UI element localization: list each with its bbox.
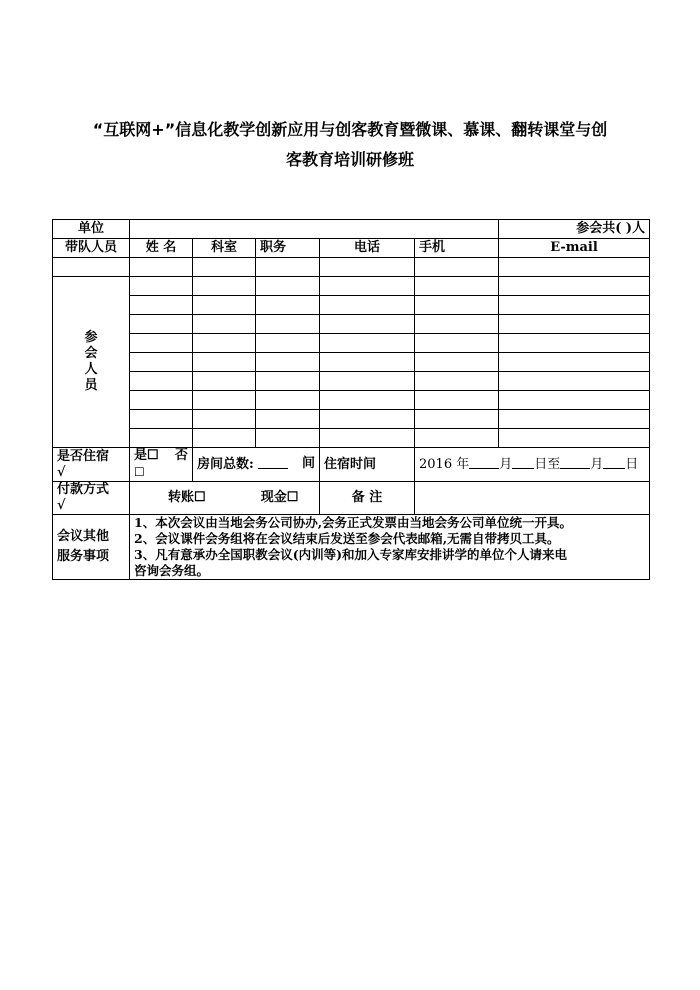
- input-cell[interactable]: [499, 429, 650, 448]
- input-cell[interactable]: [256, 277, 320, 296]
- col-mobile-header: 手机: [415, 239, 499, 258]
- input-cell[interactable]: [256, 429, 320, 448]
- input-cell[interactable]: [499, 315, 650, 334]
- input-cell[interactable]: [193, 372, 256, 391]
- participant-row: [53, 296, 650, 315]
- input-cell[interactable]: [256, 372, 320, 391]
- input-cell[interactable]: [320, 277, 415, 296]
- header-row: [53, 239, 650, 258]
- stay-time-label: 住宿时间: [320, 448, 415, 482]
- stay-month-1: 月: [499, 457, 513, 472]
- input-cell[interactable]: [499, 372, 650, 391]
- participants-label: [53, 277, 130, 448]
- input-cell[interactable]: [320, 391, 415, 410]
- input-cell[interactable]: [415, 391, 499, 410]
- input-cell[interactable]: [320, 296, 415, 315]
- pay-cash-checkbox[interactable]: 现金☐: [260, 490, 299, 505]
- stay-day-1: 日至: [534, 457, 561, 472]
- leader-row: [53, 258, 650, 277]
- services-row: [53, 515, 650, 580]
- month-blank[interactable]: [469, 456, 499, 469]
- input-cell[interactable]: [130, 353, 193, 372]
- input-cell[interactable]: [499, 410, 650, 429]
- input-cell[interactable]: [130, 315, 193, 334]
- input-cell[interactable]: [130, 372, 193, 391]
- check-mark: √: [57, 464, 66, 480]
- input-cell[interactable]: [256, 353, 320, 372]
- note-item: 1、本次会议由当地会务公司协办,会务正式发票由当地会务公司单位统一开具。: [134, 515, 573, 530]
- lodging-label: 是否住宿: [57, 448, 110, 464]
- input-cell[interactable]: [193, 277, 256, 296]
- payment-label: 付款方式: [57, 482, 110, 497]
- participant-row: [53, 353, 650, 372]
- input-cell[interactable]: [415, 410, 499, 429]
- stay-month-2: 月: [590, 457, 604, 472]
- remarks-label: 备 注: [320, 482, 415, 515]
- note-item: 2、会议课件会务组将在会议结束后发送至参会代表邮箱,无需自带拷贝工具。: [134, 531, 560, 546]
- leader-empty-cell: [53, 258, 130, 277]
- input-cell[interactable]: [415, 353, 499, 372]
- col-dept-header: 科室: [193, 239, 256, 258]
- rooms-cell[interactable]: [193, 448, 320, 482]
- input-cell[interactable]: [130, 429, 193, 448]
- participant-row: [53, 315, 650, 334]
- lodging-label-cell: [53, 448, 130, 482]
- input-cell[interactable]: [320, 372, 415, 391]
- form-title-line-1: “互联网+”信息化教学创新应用与创客教育暨微课、慕课、翻转课堂与创: [92, 120, 608, 139]
- input-cell[interactable]: [499, 296, 650, 315]
- input-cell[interactable]: [320, 334, 415, 353]
- unit-input-cell[interactable]: [130, 220, 499, 239]
- input-cell[interactable]: [193, 391, 256, 410]
- input-cell[interactable]: [320, 429, 415, 448]
- input-cell[interactable]: [320, 315, 415, 334]
- services-label-cell: [53, 515, 130, 580]
- input-cell[interactable]: [499, 258, 650, 277]
- lodging-yes-checkbox[interactable]: 是☐: [134, 448, 159, 463]
- input-cell[interactable]: [130, 334, 193, 353]
- unit-label: 单位: [53, 220, 130, 239]
- col-name-header: 姓 名: [130, 239, 193, 258]
- participants-label-char: 会: [84, 346, 98, 361]
- col-phone-header: 电话: [320, 239, 415, 258]
- check-mark: √: [57, 498, 66, 513]
- payment-options-cell: [130, 482, 320, 515]
- input-cell[interactable]: [415, 315, 499, 334]
- rooms-blank[interactable]: [258, 456, 288, 469]
- input-cell[interactable]: [193, 258, 256, 277]
- rooms-unit: 间: [301, 456, 315, 471]
- input-cell[interactable]: [256, 410, 320, 429]
- input-cell[interactable]: [130, 410, 193, 429]
- participant-row: [53, 391, 650, 410]
- input-cell[interactable]: [193, 334, 256, 353]
- participant-row: [53, 429, 650, 448]
- input-cell[interactable]: [256, 296, 320, 315]
- services-label-2: 服务事项: [57, 549, 110, 564]
- participant-row: [53, 372, 650, 391]
- input-cell[interactable]: [320, 258, 415, 277]
- input-cell[interactable]: [193, 353, 256, 372]
- month-blank[interactable]: [560, 456, 590, 469]
- services-notes: [130, 515, 650, 580]
- services-label-1: 会议其他: [57, 529, 110, 544]
- input-cell[interactable]: [415, 334, 499, 353]
- input-cell[interactable]: [415, 372, 499, 391]
- participant-row: [53, 410, 650, 429]
- input-cell[interactable]: [499, 353, 650, 372]
- stay-year: 2016 年: [419, 457, 470, 472]
- input-cell[interactable]: [499, 277, 650, 296]
- unit-row: [53, 220, 650, 239]
- participants-label-char: 员: [84, 378, 98, 393]
- input-cell[interactable]: [415, 258, 499, 277]
- remarks-input-cell[interactable]: [415, 482, 650, 515]
- col-position-header: 职务: [256, 239, 320, 258]
- day-blank[interactable]: [603, 456, 625, 469]
- day-blank[interactable]: [512, 456, 534, 469]
- participant-row: [53, 277, 650, 296]
- input-cell[interactable]: [499, 334, 650, 353]
- input-cell[interactable]: [415, 429, 499, 448]
- payment-label-cell: [53, 482, 130, 515]
- input-cell[interactable]: [193, 410, 256, 429]
- form-title-line-2: 客教育培训研修班: [285, 150, 414, 169]
- input-cell[interactable]: [320, 410, 415, 429]
- attendees-total[interactable]: 参会共( )人: [499, 220, 650, 239]
- participants-label-char: 人: [84, 362, 98, 377]
- input-cell[interactable]: [256, 334, 320, 353]
- payment-row: [53, 482, 650, 515]
- stay-day-2: 日: [625, 457, 639, 472]
- input-cell[interactable]: [130, 258, 193, 277]
- input-cell[interactable]: [193, 429, 256, 448]
- input-cell[interactable]: [256, 391, 320, 410]
- input-cell[interactable]: [415, 296, 499, 315]
- input-cell[interactable]: [130, 296, 193, 315]
- registration-form-table: [52, 219, 650, 580]
- participants-label-char: 参: [84, 330, 98, 345]
- pay-transfer-checkbox[interactable]: 转账☐: [168, 490, 206, 505]
- input-cell[interactable]: [415, 277, 499, 296]
- note-item: 咨询会务组。: [134, 563, 210, 578]
- participant-row: [53, 334, 650, 353]
- input-cell[interactable]: [193, 296, 256, 315]
- lodging-no-label[interactable]: 否: [174, 448, 188, 463]
- input-cell[interactable]: [320, 353, 415, 372]
- note-item: 3、凡有意承办全国职教会议(内训等)和加入专家库安排讲学的单位个人请来电: [134, 547, 568, 562]
- input-cell[interactable]: [256, 315, 320, 334]
- input-cell[interactable]: [130, 277, 193, 296]
- lodging-row: [53, 448, 650, 482]
- col-email-header: E-mail: [499, 239, 650, 258]
- input-cell[interactable]: [499, 391, 650, 410]
- input-cell[interactable]: [256, 258, 320, 277]
- stay-dates-cell[interactable]: [415, 448, 650, 482]
- lodging-no-checkbox[interactable]: ☐: [134, 465, 145, 479]
- input-cell[interactable]: [193, 315, 256, 334]
- lodging-choice-cell[interactable]: [130, 448, 193, 482]
- rooms-label: 房间总数:: [197, 457, 254, 472]
- leader-label: 带队人员: [53, 239, 130, 258]
- input-cell[interactable]: [130, 391, 193, 410]
